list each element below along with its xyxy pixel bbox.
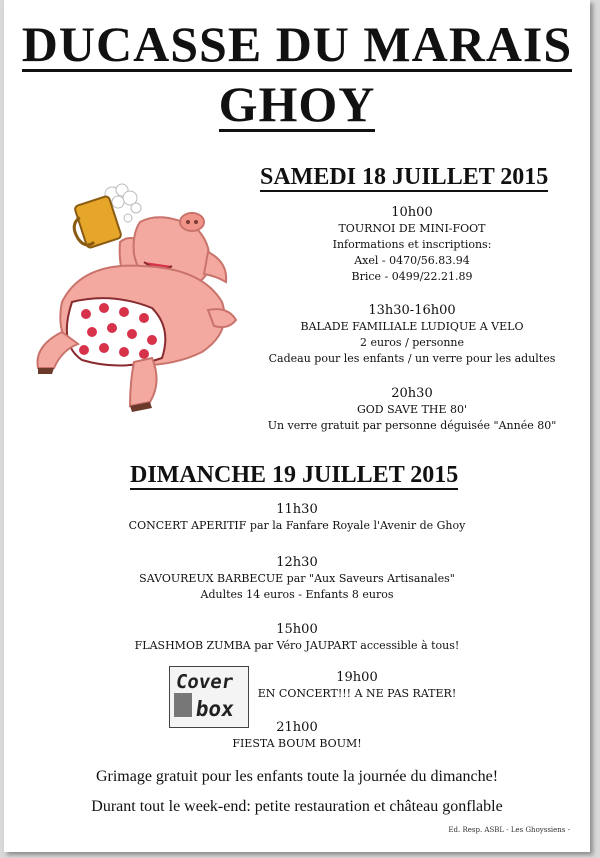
event-title: TOURNOI DE MINI-FOOT <box>338 222 486 235</box>
event-time: 15h00 <box>276 622 318 637</box>
event-contact: Brice - 0499/22.21.89 <box>351 270 473 283</box>
event-time: 13h30-16h00 <box>368 303 456 318</box>
event-time: 10h00 <box>391 205 433 220</box>
footer-line-2: Durant tout le week-end: petite restauration et château gonflable <box>91 798 503 815</box>
poster-title: DUCASSE DU MARAIS <box>21 16 573 72</box>
logo-word-cover: Cover <box>174 671 235 693</box>
poster <box>4 0 590 852</box>
sunday-heading: DIMANCHE 19 JUILLET 2015 <box>130 462 459 488</box>
logo-block <box>174 693 192 717</box>
event-detail: Adultes 14 euros - Enfants 8 euros <box>200 588 394 601</box>
publisher-note: Ed. Resp. ASBL - Les Ghoyssiens - <box>448 826 570 834</box>
event-title: FLASHMOB ZUMBA par Véro JAUPART accessible à tous! <box>134 639 460 652</box>
event-contact: Axel - 0470/56.83.94 <box>354 254 470 267</box>
drinking-pig-illustration <box>32 182 252 422</box>
event-time: 20h30 <box>391 386 433 401</box>
event-time: 19h00 <box>336 670 378 685</box>
event-time: 11h30 <box>276 502 318 517</box>
event-time: 21h00 <box>276 720 318 735</box>
event-detail: Informations et inscriptions: <box>332 238 492 251</box>
event-title: SAVOUREUX BARBECUE par "Aux Saveurs Artisanales" <box>139 572 455 585</box>
event-detail: Un verre gratuit par personne déguisée "Année 80" <box>267 419 557 432</box>
event-title: EN CONCERT!!! A NE PAS RATER! <box>257 687 457 700</box>
event-detail: Cadeau pour les enfants / un verre pour les adultes <box>268 352 556 365</box>
event-time: 12h30 <box>276 555 318 570</box>
footer-line-1: Grimage gratuit pour les enfants toute la journée du dimanche! <box>95 768 499 785</box>
event-title: FIESTA BOUM BOUM! <box>232 737 362 750</box>
event-sunday-5 <box>4 720 590 752</box>
event-sunday-4 <box>234 670 480 702</box>
poster-location: GHOY <box>218 76 376 132</box>
event-saturday-1 <box>254 205 570 285</box>
event-detail: 2 euros / personne <box>359 336 465 349</box>
event-saturday-2 <box>254 303 570 367</box>
event-sunday-2 <box>4 555 590 603</box>
event-sunday-1 <box>4 502 590 534</box>
event-saturday-3 <box>254 386 570 434</box>
event-title: CONCERT APERITIF par la Fanfare Royale l'Avenir de Ghoy <box>128 519 466 532</box>
event-sunday-3 <box>4 622 590 654</box>
event-title: GOD SAVE THE 80' <box>357 403 467 416</box>
saturday-heading: SAMEDI 18 JUILLET 2015 <box>260 164 549 190</box>
logo-word-box: box <box>194 697 236 721</box>
event-title: BALADE FAMILIALE LUDIQUE A VELO <box>300 320 524 333</box>
